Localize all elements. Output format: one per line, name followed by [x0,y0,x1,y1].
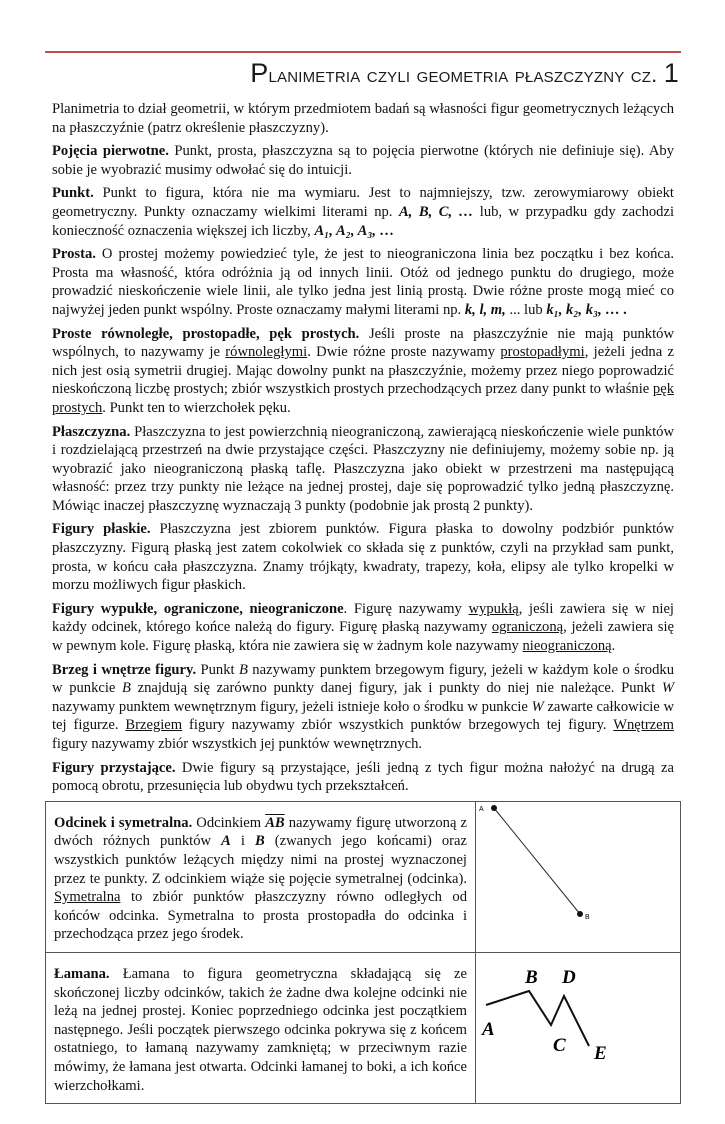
math-symbol: B [255,833,265,850]
section-heading: Punkt. [52,185,94,202]
text-run: , jeśli zawiera się w niej każdy odcinek, którego końce należą do figury. Figurę płaską nazywamy [52,600,674,636]
paragraph [52,423,674,516]
paragraph [52,520,674,594]
section-heading: Figury płaskie. [52,521,151,538]
text-run: nazywamy punktem wewnętrznym figury, jeżeli istnieje koło o środku w punkcie [52,698,532,715]
math-symbol: A [221,833,231,850]
text-run: Płaszczyzna to jest powierzchnią nieograniczoną, zawierającą nieskończenie wiele punktów i rozdzielającą przestrzeń na dwie przystające części. Płaszczyzny nie definiujemy, możemy sobie np. ją wyobrazić jako nieograniczoną płaską taflę. Płaszczyzna jako obiekt w przestrzeni ma następującą własność: przez trzy punkty nie leżące na jednej prostej, daje się poprowadzić tylko jedną płaszczyznę. Mówiąc inaczej płaszczyznę wyznaczają 3 punkty (podobnie jak prostą 2 punkty). [52,423,674,514]
defined-term: Symetralna [54,889,121,906]
title-text: lanimetria czyli geometria płaszczyzny cz. [268,62,664,87]
text-run: Planimetria to dział geometrii, w którym przedmiotem badań są własności figur geometrycznych leżących na płaszczyźnie (patrz określenie płaszczyzny). [52,101,674,136]
text-run: Dwie figury są przystające, jeśli jedną z tych figur można nałożyć na drugą za pomocą obrotu, przesunięcia lub obydwu tych przekształceń. [52,759,674,795]
page-content [45,0,681,1124]
defined-term: równoległymi [225,344,308,361]
paragraph [52,759,674,796]
text-run: Punkt to figura, która nie ma wymiaru. Jest to najmniejszy, tzw. zerowymiarowy obiekt geometryczny. Punkty oznaczamy wielkimi literami np. [52,185,674,220]
polyline-definition [46,952,476,1103]
defined-term: Wnętrzem [613,717,674,734]
math-symbol: A₁, A₂, A₃, … [314,222,395,239]
title-initial: P [250,58,269,88]
vertex-e: E [594,1042,607,1061]
math-symbol: W [661,680,674,697]
text-run: (zwanych jego końcami) oraz wszystkich punktów leżących między nimi na prostej wyznaczonej przez te punkty. Z odcinkiem wiąże się pojęcie symetralnej (odcinka). [54,833,467,887]
table-row-polyline [46,952,681,1103]
text-run: nazywamy punktem brzegowym figury, jeżeli w każdym kole o środku w punkcie [52,661,674,697]
table-row-segment [46,801,681,952]
section-heading: Prosta. [52,246,96,263]
polyline-diagram [476,953,680,1061]
text-run: . [611,638,616,655]
title-number: 1 [663,58,679,88]
paragraph [52,100,674,137]
paragraph [52,184,674,240]
text-run: O prostej możemy powiedzieć tyle, że jest to nieograniczona linia bez początku i bez końca. Prosta ma własność, która odróżnia ją od innych linii. Otóż od jednego punktu do drugiego, może prowadzić nieskończenie wiele linii, ale tylko jedna jest linią prostą. Dwie różne proste mogą mieć co najwyżej jeden punkt wspólny. Proste oznaczamy małymi literami np. [52,246,674,318]
label-b: B [585,913,590,921]
section-heading: Płaszczyzna. [52,423,131,440]
vertex-b: B [525,966,538,988]
text-run: Płaszczyzna jest zbiorem punktów. Figura płaska to dowolny podzbiór punktów płaszczyzny. Figurą płaską jest zatem cokolwiek co składa się z punktów, czyli na przykład sam punkt, prosta, w końcu cała płaszczyzna. Znamy trójkąty, kwadraty, trapezy, koła, elipsy ale tylko kropelki w morzu możliwych figur płaskich. [52,521,675,594]
point-a [491,805,497,811]
math-symbol: B [238,661,248,678]
defined-term: ograniczoną [491,619,564,636]
vertex-d: D [562,966,576,988]
text-run: zawarte całkowicie w tej figurze. [52,698,674,734]
section-heading: Łamana. [54,965,110,982]
text-run: nazywamy figurę utworzoną z dwóch różnych punktów [54,814,467,850]
math-symbol: k₁, k₂, k₃, … . [546,301,628,318]
text-run: figury nazywamy zbiór wszystkich jej punktów wewnętrznych. [52,736,423,752]
math-symbol: B [122,680,131,697]
section-heading: Proste równoległe, prostopadłe, pęk prostych. [52,325,360,342]
segment-figure [476,801,681,952]
paragraph [52,245,674,319]
text-run: , jeżeli zawiera się w pewnym kole. Figurę płaską, która nie zawiera się w żadnym kole nazywamy [52,619,675,655]
defined-term: Brzegiem [125,717,183,734]
paragraph [52,142,674,179]
polyline-figure [476,952,681,1103]
section-heading: Figury przystające. [52,759,176,776]
math-symbol: $\overline{AB}$ [265,814,285,831]
text-run: figury nazywamy zbiór wszystkich punktów brzegowych tej figury. [182,717,614,734]
polyline-text [54,965,467,1095]
text-run: . Punkt ten to wierzchołek pęku. [102,399,291,416]
paragraph [52,661,674,754]
math-symbol: A, B, C, … [398,203,474,220]
defined-term: wypukłą [468,600,519,617]
section-heading: Odcinek i symetralna. [54,814,193,831]
text-run: Punkt [196,661,239,678]
paragraph [52,325,674,418]
vertex-c: C [553,1034,566,1056]
text-run: to zbiór punktów płaszczyzny równo odległych od końców odcinka. Symetralna to prosta prostopadła do odcinka i przechodząca przez jego środek. [54,889,467,943]
segment-diagram [476,802,680,922]
segment-definition [46,801,476,952]
text-run: . Figurę nazywamy [343,600,469,617]
definitions-table [45,801,681,1104]
text-run: , jeżeli jedna z nich jest osią symetrii drugiej. Mając dowolny punkt na płaszczyźnie, możemy przez niego poprowadzić nieskończoną liczbę prostych; zbiór wszystkich prostych przechodzących przez dany punkt to właśnie [52,344,675,398]
text-run: Łamana to figura geometryczna składającą się ze skończonej liczby odcinków, takich że żadne dwa kolejne odcinki nie leżą na jednej prostej. Koniec poprzedniego odcinka jest początkiem następnego. Jeśli początek pierwszego odcinka pokrywa się z końcem ostatniego, to łamaną nazywamy zamkniętą; w przeciwnym razie mówimy, że łamana jest otwarta. Odcinki łamanej to boki, a ich końce wierzchołkami. [54,965,467,1094]
paragraph [52,600,674,656]
defined-term: nieograniczoną [522,638,612,655]
segment-text [54,814,467,944]
text-run: lub, w przypadku gdy zachodzi konieczność oznaczenia większej ich liczby, [52,203,675,239]
text-run: znajdują się zarówno punkty danej figury, jak i punkty do niej nie należące. Punkt [130,680,662,697]
text-run: Jeśli proste na płaszczyźnie nie mają punktów wspólnych, to nazywamy je [52,325,674,361]
document-body [45,100,681,796]
text-run: Punkt, prosta, płaszczyzna są to pojęcia pierwotne (których nie definiuje się). Aby sobie je wyobrazić musimy odwołać się do intuicji. [52,143,675,178]
math-symbol: k, l, m, [464,301,506,318]
text-run: . Dwie różne proste nazywamy [307,344,501,361]
label-a: A [479,805,484,813]
math-symbol: W [531,698,544,715]
text-run: ... lub [505,301,547,318]
text-run: i [230,833,256,850]
defined-term: pęk prostych [52,381,674,416]
section-heading: Figury wypukłe, ograniczone, nieograniczone [52,600,344,617]
defined-term: prostopadłymi [500,344,585,361]
text-run: Odcinkiem [192,814,266,831]
section-heading: Pojęcia pierwotne. [52,143,169,160]
point-b [577,911,583,917]
vertex-a: A [482,1018,495,1040]
section-heading: Brzeg i wnętrze figury. [52,661,197,678]
